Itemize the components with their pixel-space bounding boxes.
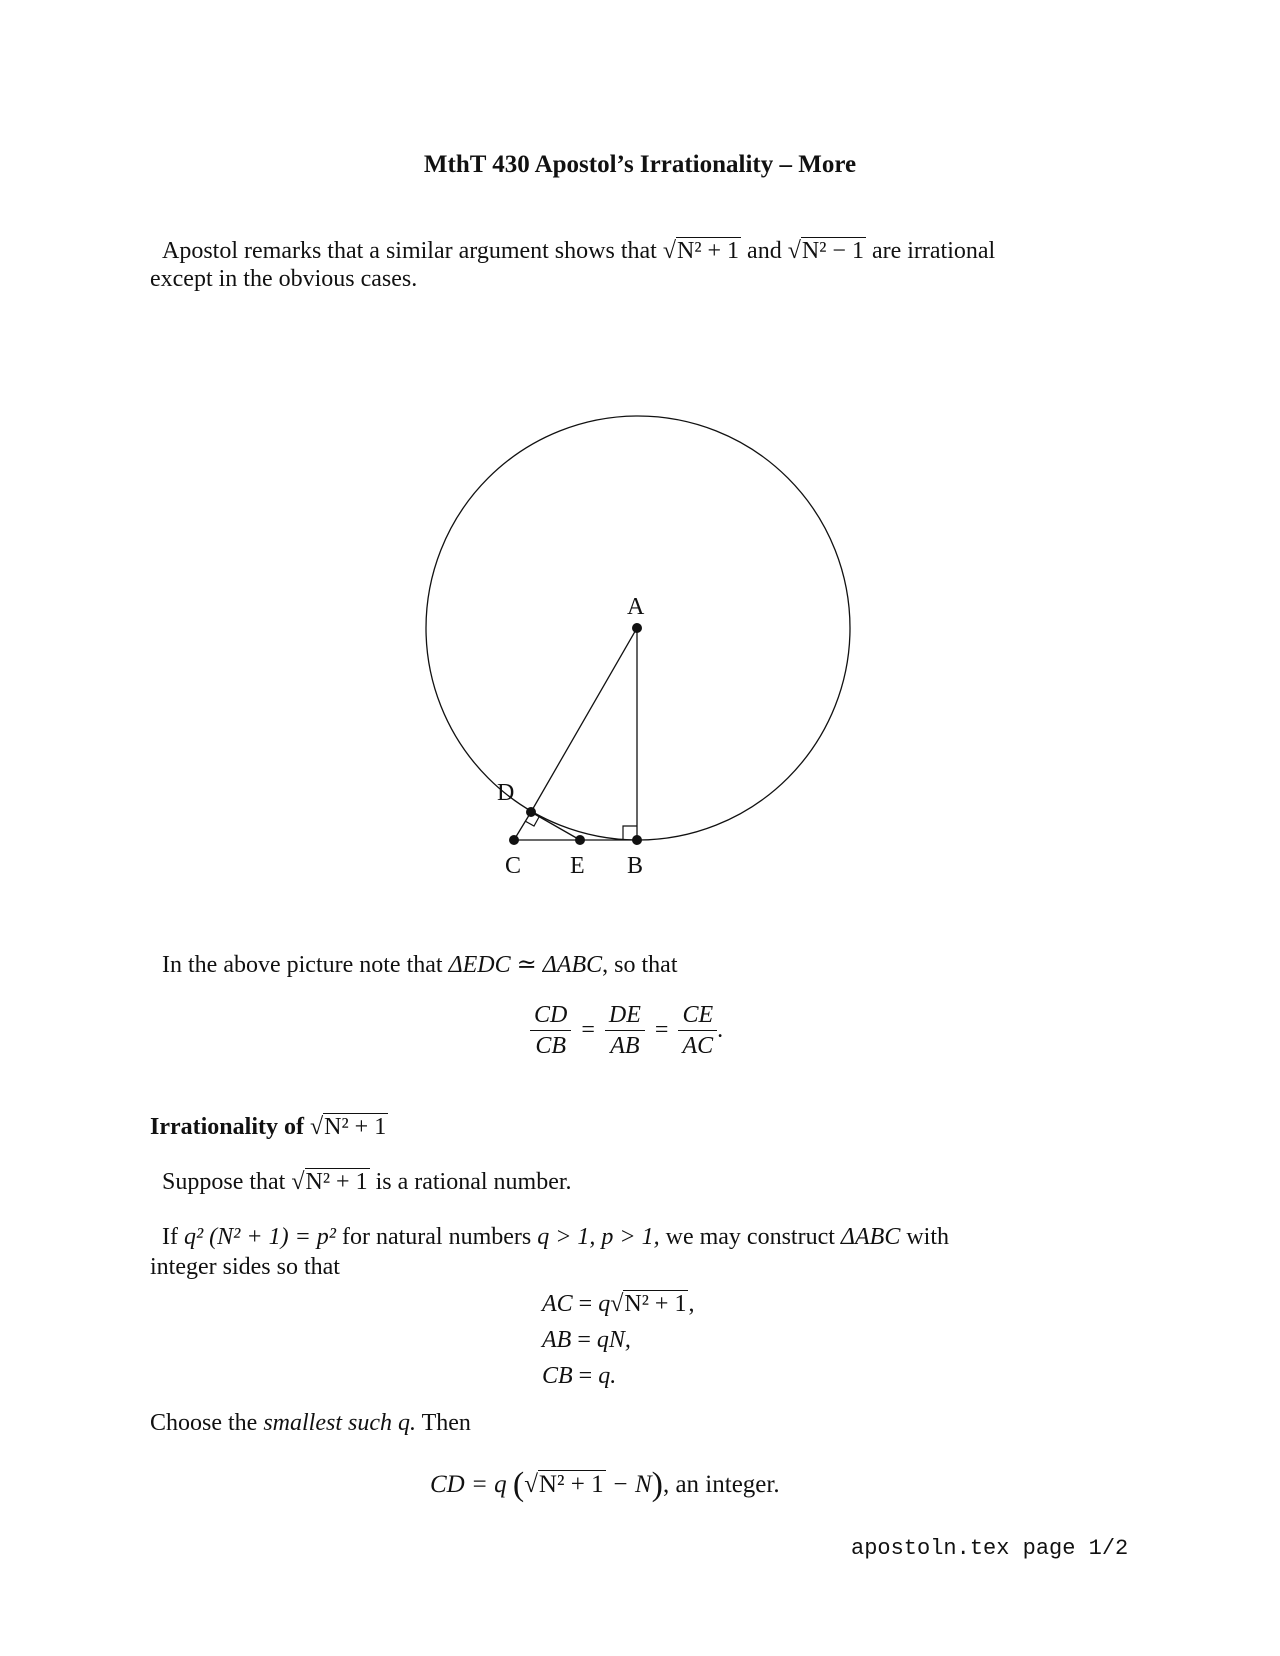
similarity-sentence bbox=[162, 950, 678, 980]
equation-cb: CB = q. bbox=[542, 1363, 617, 1389]
section-heading: Irrationality of √N² + 1 bbox=[150, 1114, 387, 1140]
sqrt-n2-plus-1: √N² + 1 bbox=[309, 1114, 387, 1140]
fraction-de-ab: $\frac{DE}{AB}$ bbox=[605, 1000, 645, 1061]
side-equations bbox=[542, 1286, 694, 1394]
fraction-ce-ac: $\frac{CE}{AC}$ bbox=[678, 1000, 717, 1061]
choose-sentence: Choose the smallest such q. Then bbox=[150, 1410, 471, 1436]
fraction-cd-cb: $\frac{CD}{CB}$ bbox=[530, 1000, 571, 1061]
page-footer: apostoln.tex page 1/2 bbox=[851, 1536, 1129, 1561]
emphasis-smallest: smallest such q. bbox=[263, 1410, 416, 1436]
segment-de bbox=[531, 812, 580, 840]
label-c: C bbox=[505, 853, 522, 879]
equals-sign: = bbox=[581, 1017, 595, 1043]
final-equation: CD = q (√N² + 1 − N), an integer. bbox=[430, 1466, 780, 1503]
construct-expr-2: q > 1, p > 1, bbox=[537, 1224, 660, 1250]
similarity-expr: ΔEDC ≃ ΔABC bbox=[448, 952, 603, 978]
similarity-lead: In the above picture note that bbox=[162, 952, 443, 978]
suppose-sentence: Suppose that √N² + 1 is a rational number. bbox=[162, 1169, 572, 1195]
sqrt-n2-plus-1: √N² + 1 bbox=[291, 1169, 368, 1195]
intro-and: and bbox=[747, 238, 782, 264]
equation-ac: AC = q√N² + 1, bbox=[542, 1291, 695, 1317]
point-e bbox=[575, 835, 585, 845]
construct-line-2: integer sides so that bbox=[150, 1254, 340, 1280]
construct-line-1: If q² (N² + 1) = p² for natural numbers q > 1, p > 1, we may construct ΔABC with bbox=[162, 1224, 949, 1250]
point-a bbox=[632, 623, 642, 633]
point-b bbox=[632, 835, 642, 845]
construct-expr-3: ΔABC bbox=[840, 1224, 901, 1250]
point-c bbox=[509, 835, 519, 845]
intro-line-2: except in the obvious cases. bbox=[150, 266, 418, 292]
construct-expr-1: q² (N² + 1) = p² bbox=[183, 1224, 336, 1250]
point-d bbox=[526, 807, 536, 817]
intro-tail: are irrational bbox=[871, 238, 996, 264]
ratio-equation bbox=[530, 1000, 723, 1061]
sqrt-n2-minus-1: √N² − 1 bbox=[787, 238, 864, 264]
label-b: B bbox=[627, 853, 644, 879]
similarity-tail: , so that bbox=[602, 952, 678, 978]
page-title: MthT 430 Apostol’s Irrationality – More bbox=[423, 151, 857, 178]
label-a: A bbox=[627, 594, 645, 620]
label-e: E bbox=[570, 853, 585, 879]
period: . bbox=[717, 1017, 724, 1043]
equation-ab: AB = qN, bbox=[542, 1327, 631, 1353]
intro-lead: Apostol remarks that a similar argument shows that bbox=[162, 238, 657, 264]
sqrt-n2-plus-1: √N² + 1 bbox=[662, 238, 740, 264]
label-d: D bbox=[497, 780, 515, 806]
segment-ad bbox=[531, 628, 637, 812]
equals-sign: = bbox=[654, 1017, 669, 1043]
